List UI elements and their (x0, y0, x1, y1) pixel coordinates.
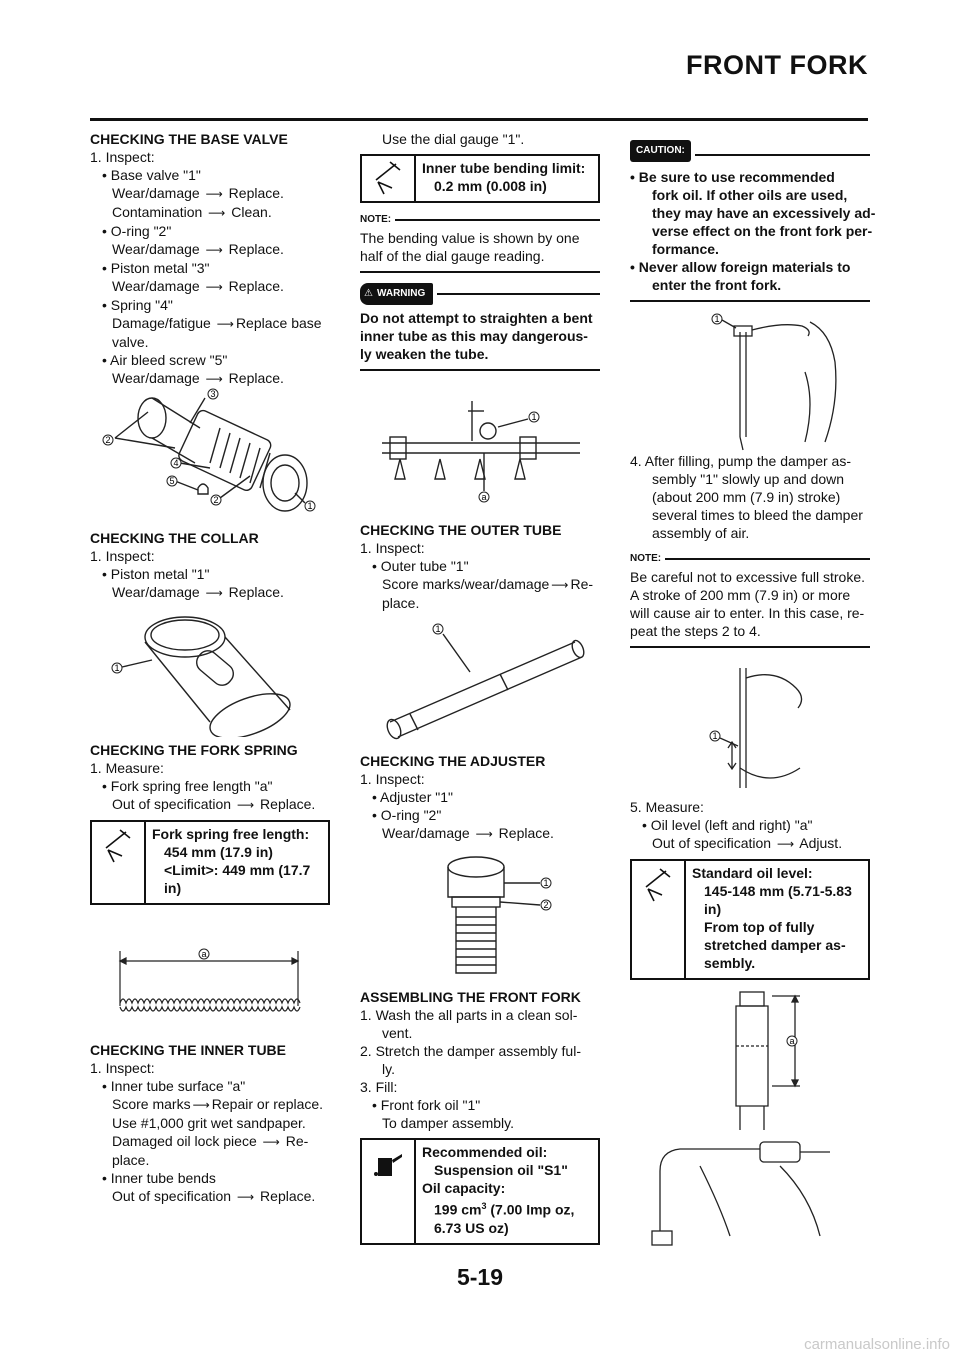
item-text: Replace. (228, 241, 284, 257)
arrow-icon: ⟶ (205, 586, 223, 600)
step: 4. After filling, pump the damper as- (630, 453, 851, 469)
caution-text: they may have an excessively ad- (652, 205, 876, 221)
list-item (90, 369, 330, 388)
list-item (90, 795, 330, 814)
spec-box-oil-level (630, 859, 870, 980)
item-text: Score marks (112, 1096, 191, 1112)
step-cont: sembly "1" slowly up and down (652, 471, 845, 487)
item-text: Replace. (498, 825, 554, 841)
arrow-icon: ⟶ (776, 837, 795, 851)
callout-1: 1 (435, 624, 441, 634)
list-item (90, 1187, 330, 1206)
heading-outer-tube: CHECKING THE OUTER TUBE (360, 522, 562, 538)
spec-value: 0.2 mm (0.008 in) (434, 178, 547, 194)
note-end-rule (360, 271, 600, 273)
spec-value-part: 199 cm (434, 1201, 482, 1218)
oil-can-icon (362, 1140, 416, 1243)
heading-collar: CHECKING THE COLLAR (90, 530, 259, 546)
item-text: Re- (285, 1133, 309, 1149)
item-text: Wear/damage (382, 825, 470, 841)
warning-label: WARNING (376, 288, 426, 299)
callout-1: 1 (307, 501, 313, 511)
list-item: To damper assembly. (382, 1115, 515, 1131)
item-text: Air bleed screw "5" (110, 352, 228, 368)
warning-header (360, 283, 600, 305)
list-item: • Piston metal "3" (102, 260, 210, 276)
list-item (630, 834, 870, 853)
step: 1. Inspect: (360, 540, 425, 556)
list-item (360, 824, 600, 843)
spec-label: Inner tube bending limit: (422, 160, 586, 176)
page-header-title: FRONT FORK (686, 50, 868, 80)
step-cont: (about 200 mm (7.9 in) stroke) (652, 489, 841, 505)
step: 1. Inspect: (90, 548, 155, 564)
arrow-icon: ⟶ (205, 187, 223, 201)
list-item (90, 1095, 330, 1114)
item-text: Piston metal "3" (110, 260, 210, 276)
item-text: Damaged oil lock piece (112, 1133, 257, 1149)
note-label: NOTE: (360, 214, 392, 225)
item-text: Replace. (228, 185, 284, 201)
list-item (360, 575, 600, 594)
item-text: Adjust. (799, 835, 843, 851)
list-item: • O-ring "2" (102, 223, 172, 239)
footer-url: carmanualsonline.info (804, 1336, 950, 1353)
step-cont: assembly of air. (652, 525, 750, 541)
list-item: place. (112, 1152, 150, 1168)
item-text: Out of specification (652, 835, 772, 851)
spec-box-oil (360, 1138, 600, 1245)
item-text: Clean. (231, 204, 272, 220)
note-label: NOTE: (630, 553, 662, 564)
item-text: Replace. (260, 1188, 316, 1204)
callout-4: 4 (173, 458, 179, 468)
item-text: Wear/damage (112, 370, 200, 386)
note-text: peat the steps 2 to 4. (630, 623, 761, 639)
caution-line: Be sure to use recommended (638, 169, 835, 185)
arrow-icon: ⟶ (551, 578, 569, 592)
item-text: Contamination (112, 204, 203, 220)
spec-value: 454 mm (17.9 in) (164, 844, 273, 860)
damper-pump-illustration (630, 658, 870, 798)
warning-triangle-icon: ⚠ (364, 288, 373, 299)
spec-label: Recommended oil: (422, 1144, 548, 1160)
list-item: • Spring "4" (102, 297, 173, 313)
note-text: A stroke of 200 mm (7.9 in) or more (630, 587, 851, 603)
list-item (90, 1132, 330, 1151)
item-text: Replace. (260, 796, 316, 812)
item-text: Wear/damage (112, 584, 200, 600)
warning-badge (360, 283, 433, 305)
step: 1. Inspect: (90, 149, 155, 165)
step-cont: several times to bleed the damper (652, 507, 863, 523)
caution-text: • Never allow foreign materials to (630, 259, 851, 275)
item-text: O-ring "2" (110, 223, 172, 239)
callout-2: 2 (543, 900, 549, 910)
spec-value (422, 1197, 594, 1219)
caution-badge: CAUTION: (630, 140, 691, 162)
note-header (360, 211, 600, 229)
column-2 (360, 130, 600, 1251)
note-header (630, 550, 870, 568)
callout-1: 1 (531, 412, 537, 422)
base-valve-illustration (90, 388, 330, 523)
spec-limit-cont: in) (164, 880, 182, 896)
note-end-rule (630, 646, 870, 648)
list-item: • Adjuster "1" (372, 789, 453, 805)
caution-text: • Be sure to use recommended (630, 169, 835, 185)
spec-box-fork-spring (90, 820, 330, 905)
arrow-icon: ⟶ (205, 243, 223, 257)
callout-1: 1 (714, 314, 720, 324)
step: 2. Stretch the damper assembly ful- (360, 1043, 581, 1059)
list-item (90, 203, 330, 222)
list-item: • Front fork oil "1" (372, 1097, 481, 1113)
oil-level-illustration (630, 986, 870, 1136)
callout-1: 1 (712, 731, 718, 741)
list-item: • Piston metal "1" (102, 566, 210, 582)
step-cont: vent. (382, 1025, 413, 1041)
arrow-icon: ⟶ (236, 1190, 255, 1204)
item-text: Repair or replace. (211, 1096, 324, 1112)
arrow-icon: ⟶ (208, 206, 226, 220)
list-item: • Oil level (left and right) "a" (642, 817, 813, 833)
list-item (90, 240, 330, 259)
item-text: Replace base (235, 315, 322, 331)
callout-2: 2 (105, 435, 111, 445)
item-text: Out of specification (112, 796, 232, 812)
item-text: Re- (570, 576, 594, 592)
note-text: Be careful not to excessive full stroke. (630, 569, 865, 585)
list-item (90, 277, 330, 296)
caution-text: formance. (652, 241, 719, 257)
callout-2b: 2 (213, 495, 219, 505)
item-text: Damage/fatigue (112, 315, 211, 331)
item-text: Score marks/wear/damage (382, 576, 550, 592)
adjuster-illustration (360, 843, 600, 988)
arrow-icon: ⟶ (192, 1098, 210, 1112)
item-text: Base valve "1" (110, 167, 201, 183)
wrench-spec-icon (362, 156, 416, 201)
callout-a: a (481, 492, 487, 502)
warning-text: ly weaken the tube. (360, 346, 489, 362)
callout-a: a (201, 949, 207, 959)
list-item: valve. (112, 334, 149, 350)
caution-end-rule (630, 300, 870, 302)
arrow-icon: ⟶ (205, 372, 223, 386)
item-text: Wear/damage (112, 241, 200, 257)
spec-value: From top of fully (704, 919, 815, 935)
spec-value: Suspension oil "S1" (434, 1162, 568, 1178)
list-item (90, 184, 330, 203)
list-item (90, 314, 330, 333)
spec-label: Oil capacity: (422, 1180, 506, 1196)
list-item: • Base valve "1" (102, 167, 201, 183)
list-item: place. (382, 595, 420, 611)
arrow-icon: ⟶ (216, 317, 234, 331)
spec-value: stretched damper as- (704, 937, 846, 953)
wrench-spec-icon (632, 861, 686, 978)
warning-text: Do not attempt to straighten a bent (360, 310, 593, 326)
list-item: • Inner tube surface "a" (102, 1078, 246, 1094)
arrow-icon: ⟶ (205, 280, 223, 294)
spec-value-part: (7.00 Imp oz, (486, 1201, 575, 1218)
callout-1: 1 (543, 878, 549, 888)
callout-5: 5 (169, 476, 175, 486)
arrow-icon: ⟶ (236, 798, 255, 812)
list-item: • Outer tube "1" (372, 558, 469, 574)
spec-value: in) (704, 901, 722, 917)
step: 5. Measure: (630, 799, 704, 815)
caution-line: Never allow foreign materials to (638, 259, 851, 275)
column-3 (630, 130, 876, 1246)
heading-assembling: ASSEMBLING THE FRONT FORK (360, 989, 581, 1005)
wrench-spec-icon (92, 822, 146, 903)
header-rule (90, 118, 868, 121)
note-text: will cause air to enter. In this case, re- (630, 605, 865, 621)
step-cont: ly. (382, 1061, 395, 1077)
callout-a: a (789, 1036, 795, 1046)
page-number: 5-19 (456, 1264, 504, 1290)
dial-gauge-line: Use the dial gauge "1". (382, 131, 525, 147)
note-text: The bending value is shown by one (360, 230, 580, 246)
note-text: half of the dial gauge reading. (360, 248, 545, 264)
list-item: • Inner tube bends (102, 1170, 216, 1186)
list-item: • Air bleed screw "5" (102, 352, 228, 368)
oil-fill-illustration (630, 312, 870, 452)
fork-spring-illustration (90, 911, 330, 1041)
step: 3. Fill: (360, 1079, 398, 1095)
step: 1. Inspect: (360, 771, 425, 787)
heading-base-valve: CHECKING THE BASE VALVE (90, 131, 288, 147)
step: 1. Inspect: (90, 1060, 155, 1076)
spec-label: Standard oil level: (692, 865, 813, 881)
arrow-icon: ⟶ (475, 827, 493, 841)
warning-end-rule (360, 369, 600, 371)
list-item: Use #1,000 grit wet sandpaper. (112, 1115, 306, 1131)
heading-inner-tube: CHECKING THE INNER TUBE (90, 1042, 287, 1058)
caution-text: fork oil. If other oils are used, (652, 187, 848, 203)
warning-text: inner tube as this may dangerous- (360, 328, 588, 344)
spec-limit: <Limit>: 449 mm (17.7 (164, 862, 311, 878)
column-1 (90, 130, 330, 1206)
arrow-icon: ⟶ (262, 1135, 280, 1149)
inner-tube-dial-gauge-illustration (360, 381, 600, 521)
oil-level-gauge-illustration (630, 1136, 870, 1246)
item-text: Replace. (228, 584, 284, 600)
callout-1: 1 (114, 663, 120, 673)
collar-illustration (90, 602, 330, 737)
callout-3: 3 (210, 389, 216, 399)
spec-box-bending-limit (360, 154, 600, 203)
caution-header (630, 140, 870, 162)
item-text: Wear/damage (112, 278, 200, 294)
item-text: Out of specification (112, 1188, 232, 1204)
spec-superscript: 3 (481, 1201, 487, 1211)
spec-value: 6.73 US oz) (434, 1219, 509, 1236)
item-text: Replace. (228, 278, 284, 294)
spec-value: 145-148 mm (5.71-5.83 (704, 883, 852, 899)
list-item (90, 583, 330, 602)
heading-adjuster: CHECKING THE ADJUSTER (360, 753, 546, 769)
caution-text: enter the front fork. (652, 277, 782, 293)
spec-label: Fork spring free length: (152, 826, 310, 842)
item-text: Replace. (228, 370, 284, 386)
item-text: Wear/damage (112, 185, 200, 201)
caution-text: verse effect on the front fork per- (652, 223, 873, 239)
list-item: • Fork spring free length "a" (102, 778, 273, 794)
heading-fork-spring: CHECKING THE FORK SPRING (90, 742, 298, 758)
step: 1. Wash the all parts in a clean sol- (360, 1007, 578, 1023)
list-item: • O-ring "2" (372, 807, 442, 823)
step: 1. Measure: (90, 760, 164, 776)
outer-tube-illustration (360, 612, 600, 752)
spec-value: sembly. (704, 955, 756, 971)
item-text: Spring "4" (110, 297, 173, 313)
